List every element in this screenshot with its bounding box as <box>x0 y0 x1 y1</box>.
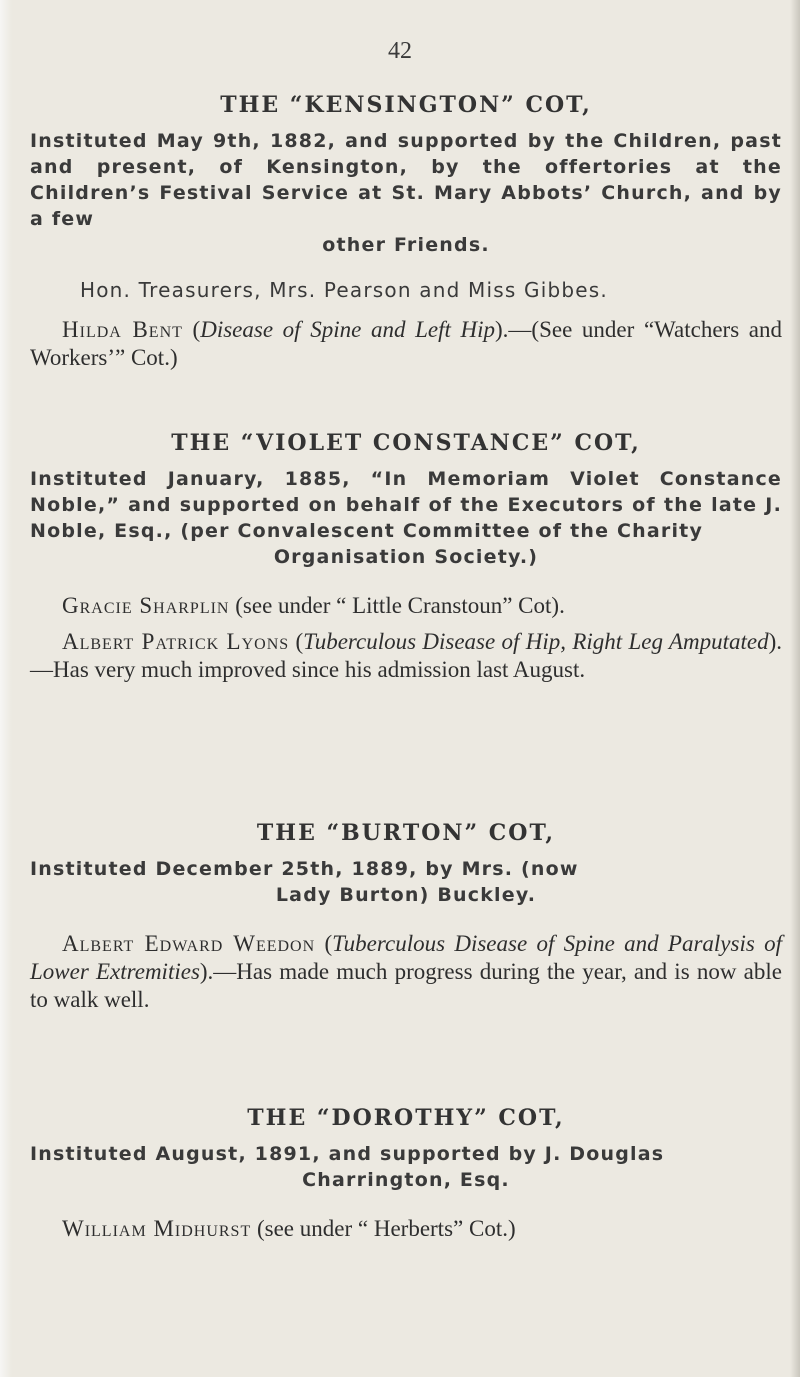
page-edge-left <box>0 0 12 1377</box>
burton-cot-section <box>30 820 782 1014</box>
patient-condition: Disease of Spine and Left Hip <box>200 317 496 342</box>
dorothy-instituted-last: Charrington, Esq. <box>302 1169 510 1191</box>
dorothy-instituted-text <box>30 1141 782 1193</box>
violet-constance-cot-title: THE “VIOLET CONSTANCE” COT, <box>171 430 641 456</box>
kensington-instituted-line-3: Festival Service at St. Mary Abbots’ Church, and by a few <box>30 182 782 230</box>
patient-name: Albert Patrick Lyons <box>62 629 290 654</box>
patient-name: Albert Edward Weedon <box>62 931 316 956</box>
burton-instituted-text <box>30 856 782 908</box>
kensington-instituted-text <box>30 128 782 258</box>
kensington-instituted-last: other Friends. <box>322 234 490 256</box>
violet-instituted-line-1: Instituted January, 1885, “In Memoriam Violet Constance <box>30 468 782 490</box>
patient-name: William Midhurst <box>62 1216 252 1241</box>
violet-instituted-last: Organisation Society.) <box>273 546 539 568</box>
kensington-patient-entry: Hilda Bent (Disease of Spine and Left Hip).—(See under “Watchers and Workers’” Cot.) <box>30 317 782 370</box>
violet-patient-entry-1 <box>30 592 782 620</box>
patient-name: Gracie Sharplin <box>62 593 230 618</box>
patient-name: Hilda Bent <box>62 317 183 342</box>
patient-note: (see under “ Herberts” Cot.) <box>251 1216 516 1241</box>
violet-instituted-line-3: J. Noble, Esq., (per Convalescent Committee of the Charity <box>30 494 782 542</box>
kensington-instituted-line-1: Instituted May 9th, 1882, and supported by the Children, past <box>30 130 782 152</box>
kensington-cot-title: THE “KENSINGTON” COT, <box>220 92 592 118</box>
dorothy-instituted-line-1: Instituted August, 1891, and supported by J. Douglas <box>30 1143 665 1165</box>
patient-note: ).—(See under “Watchers and Workers’” Cot.) <box>30 317 782 370</box>
page-number: 42 <box>388 38 412 64</box>
patient-note: ).—Has made much progress during the year, and is now able to walk well. <box>30 959 782 1012</box>
violet-instituted-text <box>30 466 782 570</box>
violet-constance-cot-section <box>30 430 782 684</box>
dorothy-cot-section <box>30 1105 782 1243</box>
dorothy-cot-title: THE “DOROTHY” COT, <box>247 1105 565 1131</box>
patient-note: ).—Has very much improved since his admission last August. <box>30 629 782 682</box>
kensington-instituted-line-2: and present, of Kensington, by the offertories at the Children’s <box>30 156 782 204</box>
dorothy-patient-entry <box>30 1215 782 1243</box>
violet-instituted-line-2: Noble,” and supported on behalf of the Executors of the late <box>30 494 758 516</box>
burton-cot-title: THE “BURTON” COT, <box>256 820 556 846</box>
burton-instituted-line-1: Instituted December 25th, 1889, by Mrs. (now <box>30 858 579 880</box>
burton-instituted-last: Lady Burton) Buckley. <box>275 884 537 906</box>
page-edge-right <box>790 0 800 1377</box>
patient-note: (see under “ Little Cranstoun” Cot). <box>229 593 565 618</box>
patient-condition: Tuberculous Disease of Spine and Paralysis of Lower Extremities <box>30 931 783 984</box>
kensington-cot-section <box>30 92 782 372</box>
violet-patient-entry-2: Albert Patrick Lyons (Tuberculous Disease of Hip, Right Leg Amputated).—Has very much improved since his admission last August. <box>30 629 782 682</box>
patient-condition: Tuberculous Disease of Hip, Right Leg Amputated <box>303 629 769 654</box>
burton-patient-entry: Albert Edward Weedon (Tuberculous Disease of Spine and Paralysis of Lower Extremities).—Has made much progress during the year, and is now able to walk well. <box>30 931 783 1012</box>
kensington-treasurers: Hon. Treasurers, Mrs. Pearson and Miss Gibbes. <box>80 278 608 302</box>
